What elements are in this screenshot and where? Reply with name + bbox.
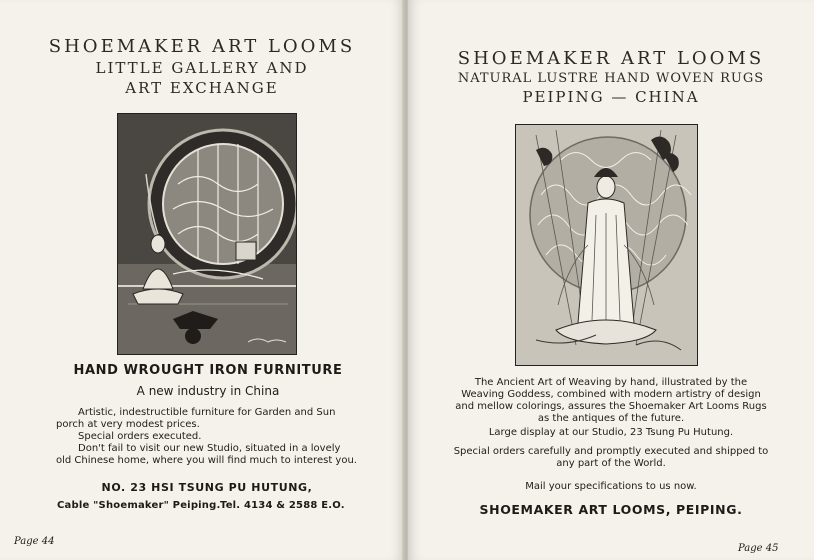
- page-44: [0, 0, 404, 560]
- right-title-block: [408, 48, 814, 106]
- right-footer-heading: SHOEMAKER ART LOOMS, PEIPING.: [479, 502, 743, 517]
- left-cable: Cable "Shoemaker" Peiping.: [57, 500, 221, 511]
- right-paragraph-3: Special orders carefully and promptly executed and shipped to any part of the World.: [453, 446, 769, 469]
- left-title-line3: ART EXCHANGE: [125, 79, 279, 97]
- page-number-right: Page 45: [738, 543, 779, 554]
- page-45: [408, 0, 814, 560]
- iron-furniture-illustration: [117, 113, 297, 355]
- moon-gate-figure-artwork: [118, 114, 296, 354]
- left-description: [56, 407, 358, 467]
- right-paragraph-1: The Ancient Art of Weaving by hand, illustrated by the Weaving Goddess, combined with modern artistry of design and mellow colorings, assures the Shoemaker Art Looms Rugs as the antiques of the future.: [455, 377, 767, 424]
- weaving-goddess-illustration: [515, 124, 698, 366]
- weaving-goddess-artwork: [516, 125, 697, 365]
- left-title-line2: LITTLE GALLERY AND: [95, 59, 309, 77]
- left-title-block: [0, 36, 404, 97]
- left-heading: HAND WROUGHT IRON FURNITURE: [73, 363, 343, 378]
- right-paragraph-2: Large display at our Studio, 23 Tsung Pu Hutung.: [488, 427, 734, 438]
- right-title-line1: SHOEMAKER ART LOOMS: [457, 48, 765, 69]
- right-title-line2: NATURAL LUSTRE HAND WOVEN RUGS: [457, 71, 765, 86]
- left-subheading: A new industry in China: [136, 384, 280, 398]
- left-telephone: Tel. 4134 & 2588 E.O.: [220, 500, 345, 511]
- right-paragraph-4: Mail your specifications to us now.: [525, 481, 697, 492]
- right-title-line3: PEIPING — CHINA: [522, 88, 700, 106]
- page-number-left: Page 44: [14, 536, 55, 547]
- left-paragraph-1: Artistic, indestructible furniture for Garden and Sun porch at very modest prices.: [56, 407, 336, 430]
- left-address: NO. 23 HSI TSUNG PU HUTUNG,: [101, 481, 313, 494]
- left-paragraph-2: Special orders executed.: [78, 431, 202, 442]
- left-paragraph-3: Don't fail to visit our new Studio, situated in a lovely old Chinese home, where you will find much to interest you.: [56, 443, 357, 466]
- left-title-line1: SHOEMAKER ART LOOMS: [48, 36, 356, 57]
